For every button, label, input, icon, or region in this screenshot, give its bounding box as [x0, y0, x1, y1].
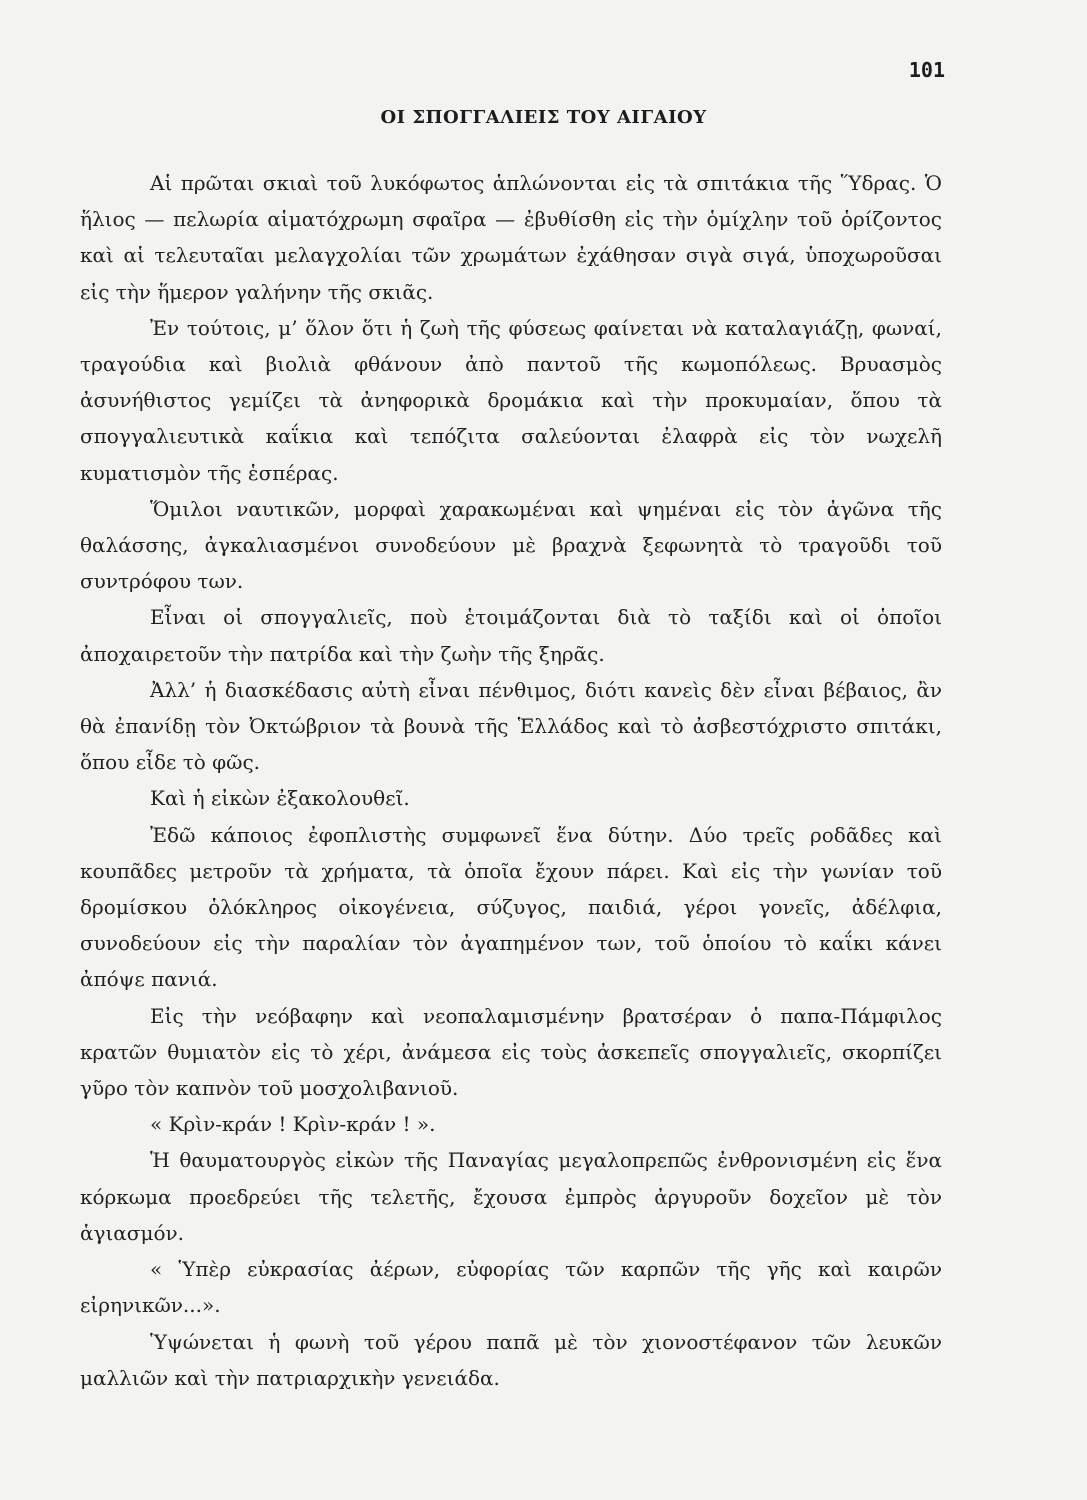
paragraph: Ἡ θαυματουργὸς εἰκὼν τῆς Παναγίας μεγαλοπρεπῶς ἐνθρονισμένη εἰς ἕνα κόρκωμα προεδρεύει τῆς τελετῆς, ἔχουσα ἐμπρὸς ἀργυροῦν δοχεῖον μὲ τὸν ἁγιασμόν. — [80, 1148, 942, 1245]
paragraph: Ἐν τούτοις, μ’ ὅλον ὅτι ἡ ζωὴ τῆς φύσεως φαίνεται νὰ καταλαγιάζῃ, φωναί, τραγούδια καὶ βιολιὰ φθάνουν ἀπὸ παντοῦ τῆς κωμοπόλεως. Βρυασμὸς ἀσυνήθιστος γεμίζει τὰ ἀνηφορικὰ δρομάκια καὶ τὴν προκυμαίαν, ὅπου τὰ σπογγαλιευτικὰ καΐκια καὶ τεπόζιτα σαλεύονται ἐλαφρὰ εἰς τὸν νωχελῆ κυματισμὸν τῆς ἑσπέρας. — [80, 315, 942, 485]
page-number: 101 — [908, 58, 945, 82]
body-text — [80, 165, 942, 1396]
paragraph: Ὅμιλοι ναυτικῶν, μορφαὶ χαρακωμέναι καὶ ψημέναι εἰς τὸν ἀγῶνα τῆς θαλάσσης, ἀγκαλιασμένοι συνοδεύουν μὲ βραχνὰ ξεφωνητὰ τὸ τραγοῦδι τοῦ συντρόφου των. — [80, 496, 942, 594]
paragraph: « Ὑπὲρ εὐκρασίας ἀέρων, εὐφορίας τῶν καρπῶν τῆς γῆς καὶ καιρῶν εἰρηνικῶν...». — [80, 1257, 942, 1318]
paragraph: « Κρὶν-κράν ! Κρὶν-κράν ! ». — [150, 1112, 436, 1137]
paragraph: Ὑψώνεται ἡ φωνὴ τοῦ γέρου παπᾶ μὲ τὸν χιονοστέφανον τῶν λευκῶν μαλλιῶν καὶ τὴν πατριαρχικὴν γενειάδα. — [80, 1329, 942, 1390]
paragraph: Εἶναι οἱ σπογγαλιεῖς, ποὺ ἑτοιμάζονται διὰ τὸ ταξίδι καὶ οἱ ὁποῖοι ἀποχαιρετοῦν τὴν πατρίδα καὶ τὴν ζωὴν τῆς ξηρᾶς. — [80, 605, 942, 666]
paragraph: Αἱ πρῶται σκιαὶ τοῦ λυκόφωτος ἁπλώνονται εἰς τὰ σπιτάκια τῆς Ὕδρας. Ὁ ἥλιος — πελωρία αἱματόχρωμη σφαῖρα — ἐβυθίσθη εἰς τὴν ὁμίχλην τοῦ ὁρίζοντος καὶ αἱ τελευταῖαι μελαγχολίαι τῶν χρωμάτων ἐχάθησαν σιγὰ σιγά, ὑποχωροῦσαι εἰς τὴν ἥμερον γαλήνην τῆς σκιᾶς. — [80, 171, 942, 304]
paragraph: Ἀλλ’ ἡ διασκέδασις αὐτὴ εἶναι πένθιμος, διότι κανεὶς δὲν εἶναι βέβαιος, ἂν θὰ ἐπανίδῃ τὸν Ὀκτώβριον τὰ βουνὰ τῆς Ἑλλάδος καὶ τὸ ἀσβεστόχριστο σπιτάκι, ὅπου εἶδε τὸ φῶς. — [80, 677, 942, 775]
paragraph: Εἰς τὴν νεόβαφην καὶ νεοπαλαμισμένην βρατσέραν ὁ παπα-Πάμφιλος κρατῶν θυμιατὸν εἰς τὸ χέρι, ἀνάμεσα εἰς τοὺς ἀσκεπεῖς σπογγαλιεῖς, σκορπίζει γῦρο τὸν καπνὸν τοῦ μοσχολιβανιοῦ. — [80, 1003, 942, 1101]
paragraph: Καὶ ἡ εἰκὼν ἐξακολουθεῖ. — [150, 786, 410, 811]
paragraph: Ἐδῶ κάποιος ἐφοπλιστὴς συμφωνεῖ ἕνα δύτην. Δύο τρεῖς ροδᾶδες καὶ κουπᾶδες μετροῦν τὰ χρήματα, τὰ ὁποῖα ἔχουν πάρει. Καὶ εἰς τὴν γωνίαν τοῦ δρομίσκου ὁλόκληρος οἰκογένεια, σύζυγος, παιδιά, γέροι γονεῖς, ἀδέλφια, συνοδεύουν εἰς τὴν παραλίαν τὸν ἀγαπημένον των, τοῦ ὁποίου τὸ καΐκι κάνει ἀπόψε πανιά. — [80, 822, 942, 992]
chapter-title: ΟΙ ΣΠΟΓΓΑΛΙΕΙΣ ΤΟΥ ΑΙΓΑΙΟΥ — [380, 107, 707, 128]
